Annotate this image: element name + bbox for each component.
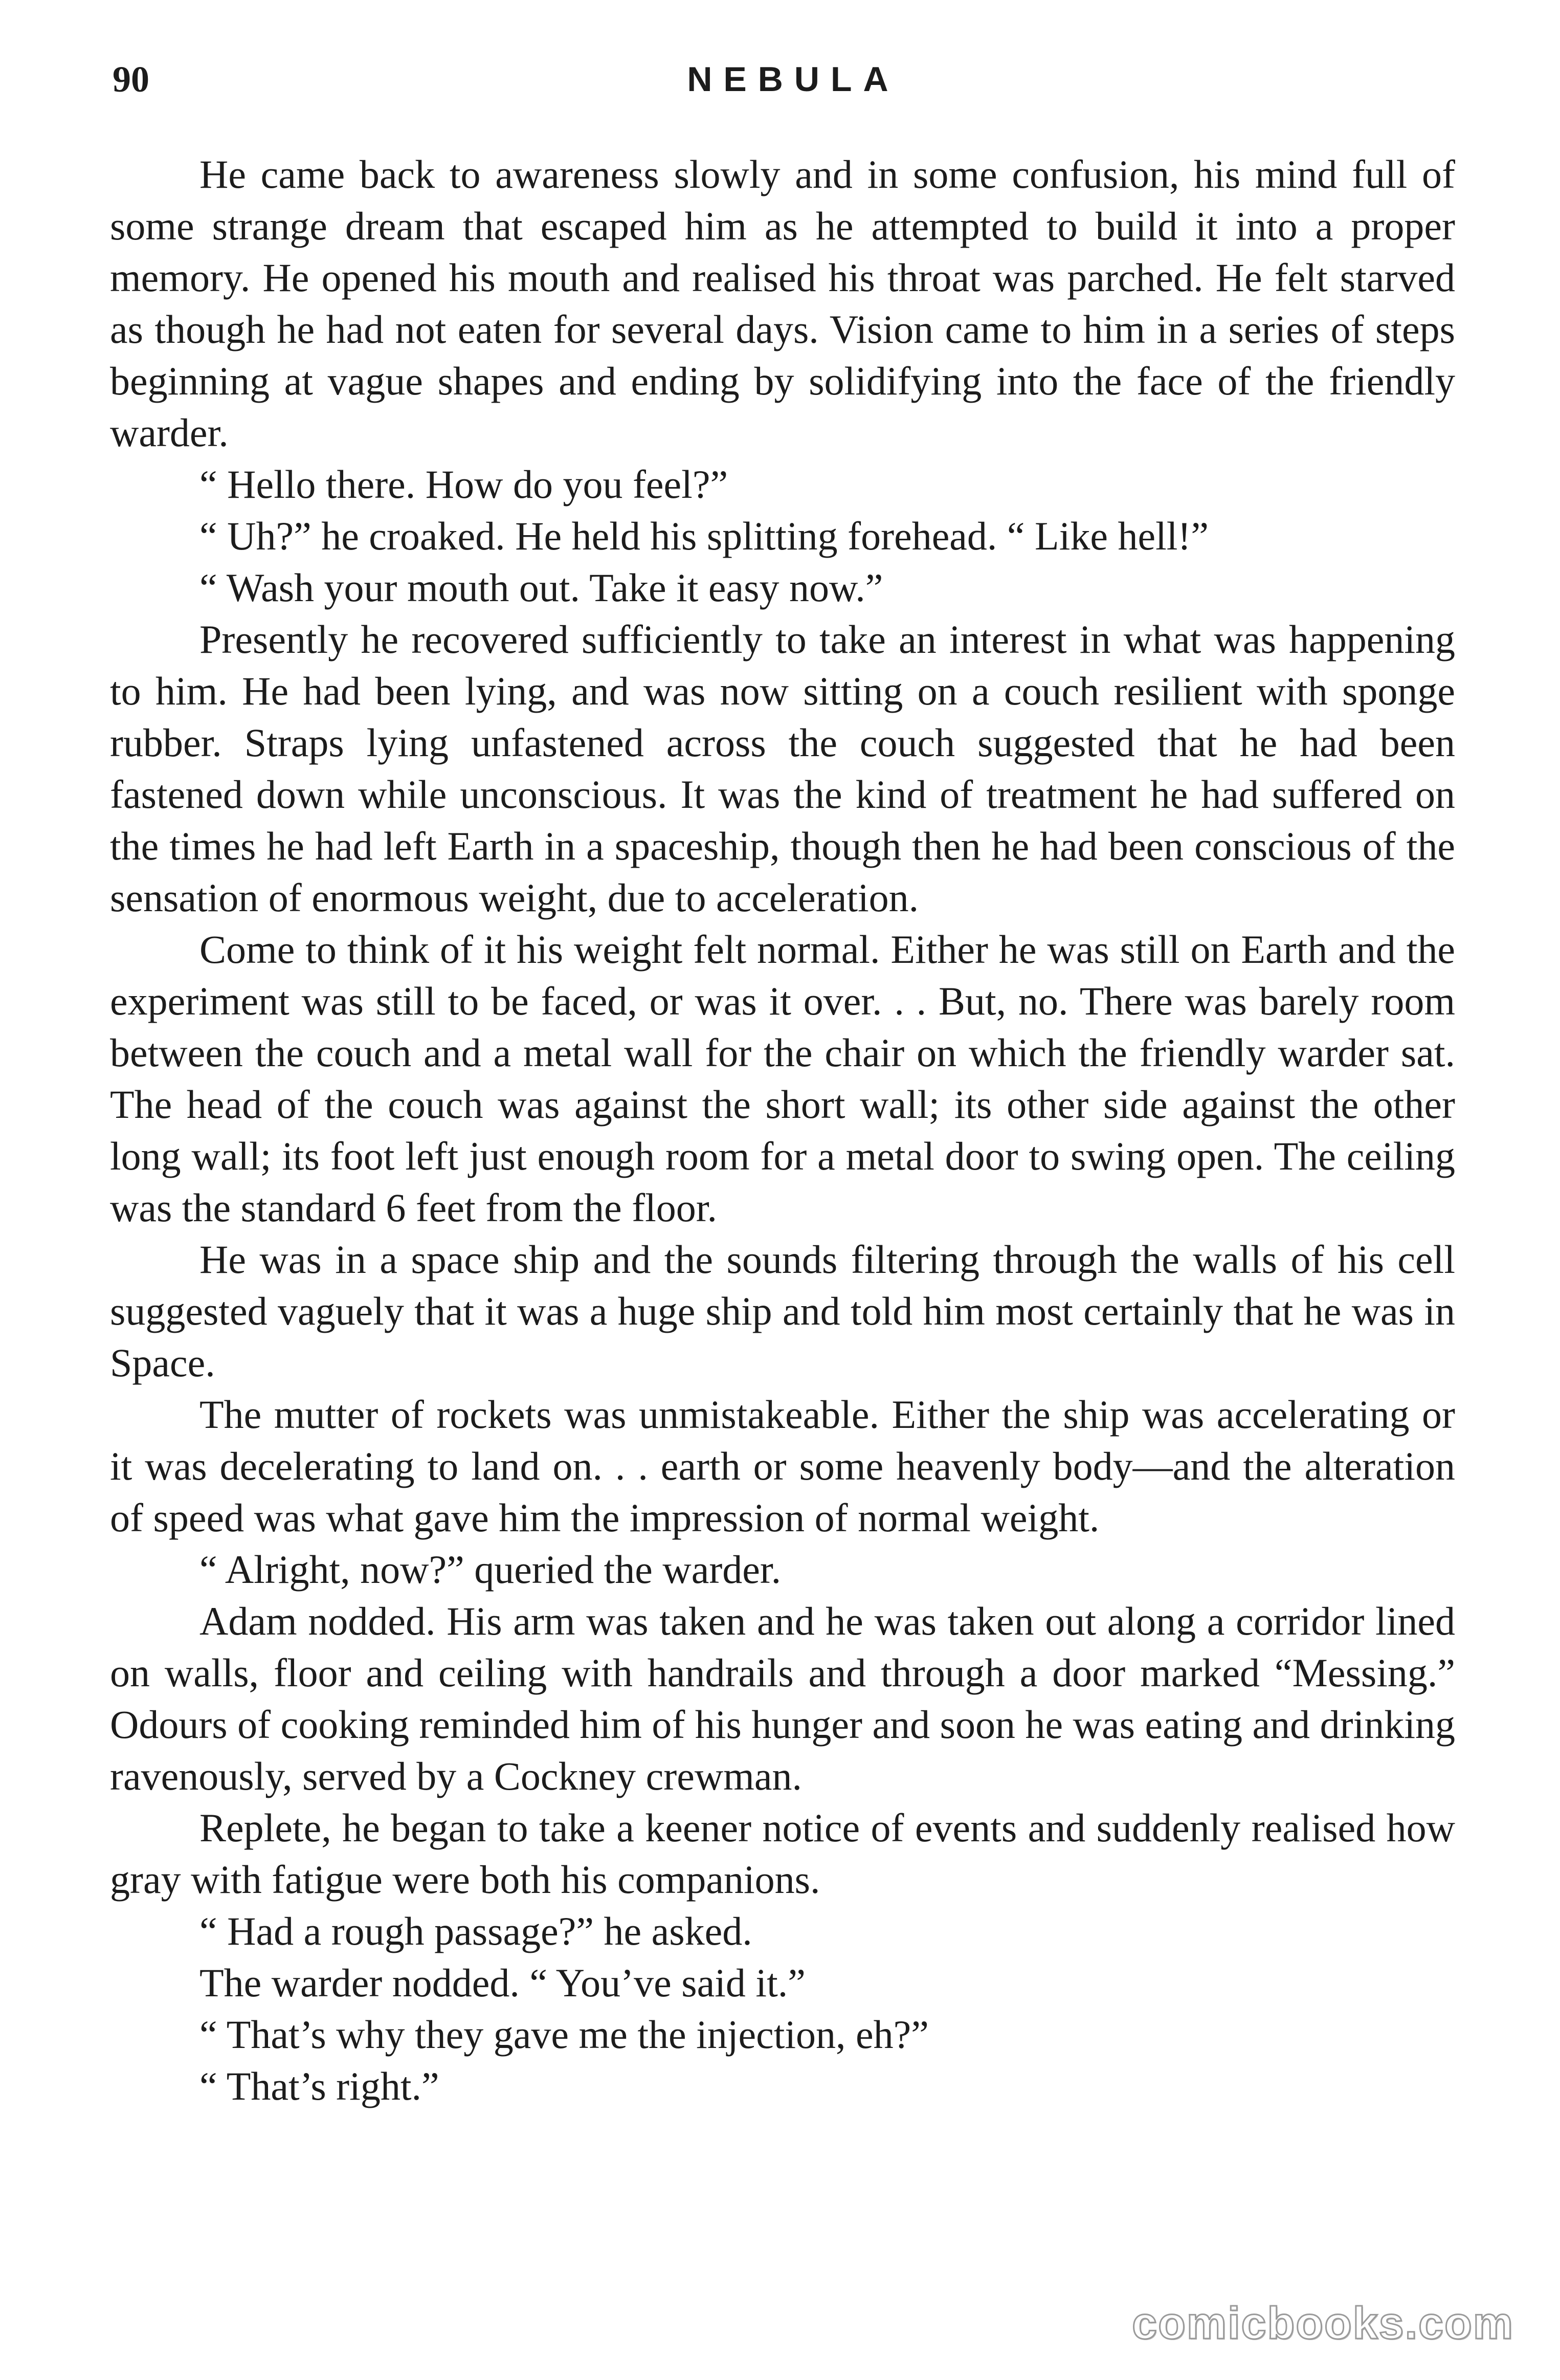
paragraph: “ Had a rough passage?” he asked.	[199, 1909, 752, 1953]
page-header	[113, 51, 1463, 107]
paragraph: “ That’s why they gave me the injection, eh?”	[199, 2012, 929, 2057]
paragraph: “ That’s right.”	[199, 2064, 439, 2108]
page-number: 90	[113, 59, 149, 100]
paragraph: Replete, he began to take a keener notice of events and suddenly realised how gray with fatigue were both his companions.	[110, 1805, 1455, 1902]
paragraph: He came back to awareness slowly and in some confusion, his mind full of some strange dream that escaped him as he attempted to build it into a proper memory. He opened his mouth and realised his throat was parched. He felt starved as though he had not eaten for several days. Vision came to him in a series of steps beginning at vague shapes and ending by solidifying into the face of the friendly warder.	[110, 152, 1455, 455]
paragraph: Adam nodded. His arm was taken and he was taken out along a corridor lined on walls, floor and ceiling with handrails and through a door marked “Messing.” Odours of cooking reminded him of his hunger and soon he was eating and drinking ravenously, served by a Cockney crewman.	[110, 1599, 1455, 1798]
paragraph: The mutter of rockets was unmistakeable. Either the ship was accelerating or it was decelerating to land on. . . earth or some heavenly body—and the alteration of speed was what gave him the impression of normal weight.	[110, 1392, 1455, 1540]
paragraph: Presently he recovered sufficiently to take an interest in what was happening to him. He had been lying, and was now sitting on a couch resilient with sponge rubber. Straps lying unfastened across the couch suggested that he had been fastened down while unconscious. It was the kind of treatment he had suffered on the times he had left Earth in a spaceship, though then he had been conscious of the sensation of enormous weight, due to acceleration.	[110, 617, 1455, 920]
running-title: NEBULA	[687, 60, 900, 99]
paragraph: He was in a space ship and the sounds filtering through the walls of his cell suggested vaguely that it was a huge ship and told him most certainly that he was in Space.	[110, 1237, 1455, 1385]
watermark: comicbooks.com	[1132, 2298, 1514, 2348]
paragraph: “ Hello there. How do you feel?”	[199, 462, 728, 506]
paragraph: “ Alright, now?” queried the warder.	[199, 1547, 782, 1592]
paragraph: The warder nodded. “ You’ve said it.”	[199, 1960, 806, 2005]
paragraph: “ Uh?” he croaked. He held his splitting forehead. “ Like hell!”	[199, 514, 1209, 558]
body-text	[110, 148, 1455, 2112]
paragraph: “ Wash your mouth out. Take it easy now.”	[199, 565, 883, 610]
paragraph: Come to think of it his weight felt normal. Either he was still on Earth and the experiment was still to be faced, or was it over. . . But, no. There was barely room between the couch and a metal wall for the chair on which the friendly warder sat. The head of the couch was against the short wall; its other side against the other long wall; its foot left just enough room for a metal door to swing open. The ceiling was the standard 6 feet from the floor.	[110, 927, 1455, 1230]
